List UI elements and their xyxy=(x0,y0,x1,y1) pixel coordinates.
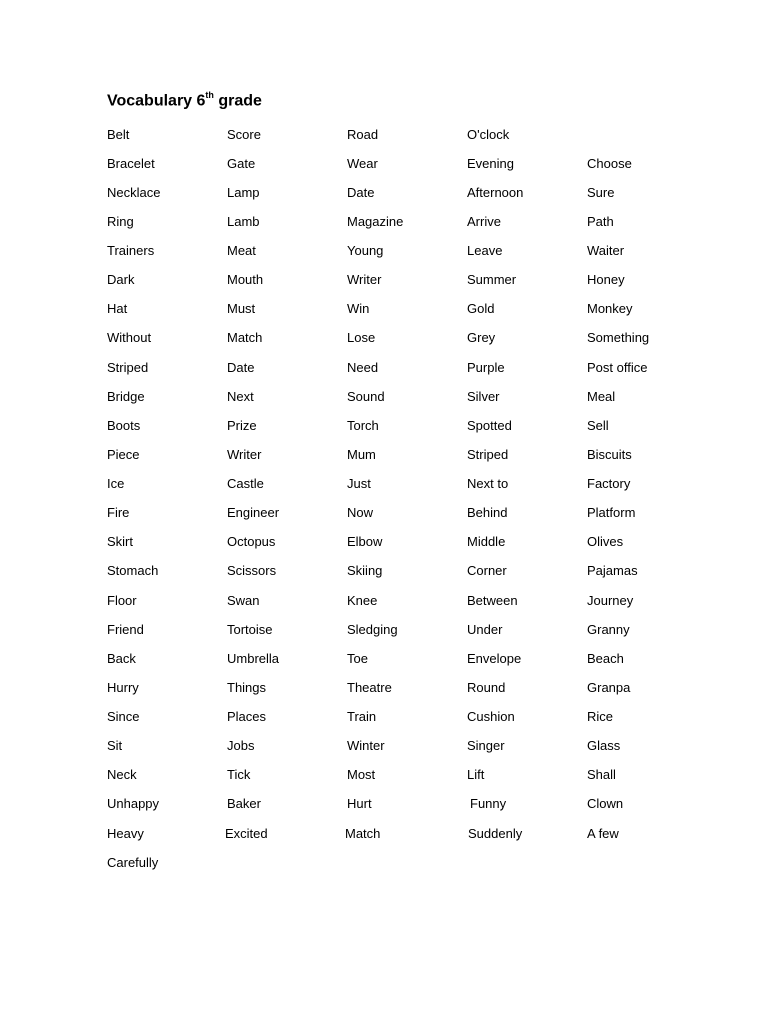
vocabulary-word: Lose xyxy=(347,330,376,345)
vocabulary-word: Platform xyxy=(587,505,636,520)
vocabulary-word: Post office xyxy=(587,360,648,375)
vocabulary-word: Meal xyxy=(587,389,616,404)
vocabulary-word: Lamb xyxy=(227,214,260,229)
vocabulary-word: Most xyxy=(347,767,376,782)
vocabulary-word: Mouth xyxy=(227,272,264,287)
vocabulary-word: Floor xyxy=(107,593,137,608)
vocabulary-word: Magazine xyxy=(347,214,404,229)
vocabulary-word: Hurt xyxy=(347,796,372,811)
vocabulary-word: Arrive xyxy=(467,214,501,229)
vocabulary-word: Lift xyxy=(467,767,485,782)
vocabulary-word: Lamp xyxy=(227,185,260,200)
vocabulary-word: Piece xyxy=(107,447,140,462)
vocabulary-word: Beach xyxy=(587,651,624,666)
vocabulary-word: Honey xyxy=(587,272,625,287)
vocabulary-word: Stomach xyxy=(107,563,159,578)
vocabulary-word: Biscuits xyxy=(587,447,632,462)
vocabulary-word: Wear xyxy=(347,156,378,171)
vocabulary-word: Silver xyxy=(467,389,500,404)
vocabulary-word: Sit xyxy=(107,738,123,753)
vocabulary-word: Places xyxy=(227,709,267,724)
vocabulary-word: Dark xyxy=(107,272,135,287)
vocabulary-word: Baker xyxy=(227,796,261,811)
vocabulary-word: Journey xyxy=(587,593,634,608)
vocabulary-word: Sledging xyxy=(347,622,398,637)
vocabulary-word: Heavy xyxy=(107,826,144,841)
vocabulary-word: Match xyxy=(345,826,381,841)
vocabulary-word: Theatre xyxy=(347,680,392,695)
vocabulary-word: Just xyxy=(347,476,371,491)
vocabulary-word: Win xyxy=(347,301,370,316)
vocabulary-word: Skirt xyxy=(107,534,133,549)
vocabulary-word: Skiing xyxy=(347,563,383,578)
vocabulary-word: Under xyxy=(467,622,503,637)
vocabulary-word: Path xyxy=(587,214,614,229)
vocabulary-word: Monkey xyxy=(587,301,633,316)
vocabulary-word: Bridge xyxy=(107,389,145,404)
vocabulary-word: Next xyxy=(227,389,254,404)
title-superscript: th xyxy=(205,90,214,100)
vocabulary-word: A few xyxy=(587,826,619,841)
vocabulary-word: Need xyxy=(347,360,379,375)
vocabulary-word: Singer xyxy=(467,738,505,753)
vocabulary-word: Clown xyxy=(587,796,624,811)
vocabulary-word: Necklace xyxy=(107,185,161,200)
vocabulary-word: Ice xyxy=(107,476,125,491)
vocabulary-word: Behind xyxy=(467,505,508,520)
vocabulary-word: Score xyxy=(227,127,261,142)
vocabulary-word: Round xyxy=(467,680,506,695)
vocabulary-word: Granpa xyxy=(587,680,631,695)
vocabulary-word: Trainers xyxy=(107,243,155,258)
vocabulary-word: Writer xyxy=(227,447,262,462)
vocabulary-word: Middle xyxy=(467,534,506,549)
vocabulary-word: Young xyxy=(347,243,384,258)
vocabulary-word: Must xyxy=(227,301,256,316)
vocabulary-word: Purple xyxy=(467,360,505,375)
vocabulary-word: Meat xyxy=(227,243,256,258)
vocabulary-word: Waiter xyxy=(587,243,625,258)
vocabulary-word: Sound xyxy=(347,389,385,404)
vocabulary-word: Date xyxy=(227,360,255,375)
vocabulary-word: Road xyxy=(347,127,379,142)
vocabulary-word: Tortoise xyxy=(227,622,273,637)
vocabulary-word: Since xyxy=(107,709,140,724)
vocabulary-word: Cushion xyxy=(467,709,515,724)
vocabulary-word: Octopus xyxy=(227,534,276,549)
vocabulary-word: Grey xyxy=(467,330,496,345)
vocabulary-word: Boots xyxy=(107,418,141,433)
vocabulary-word: Something xyxy=(587,330,650,345)
vocabulary-word: Rice xyxy=(587,709,614,724)
vocabulary-word: Things xyxy=(227,680,267,695)
vocabulary-word: Bracelet xyxy=(107,156,155,171)
vocabulary-word: Knee xyxy=(347,593,378,608)
vocabulary-word: Prize xyxy=(227,418,257,433)
vocabulary-word: Corner xyxy=(467,563,507,578)
vocabulary-word: Castle xyxy=(227,476,264,491)
vocabulary-word: Funny xyxy=(470,796,507,811)
title-rest: grade xyxy=(213,92,262,110)
vocabulary-word: Olives xyxy=(587,534,624,549)
vocabulary-word: Envelope xyxy=(467,651,522,666)
vocabulary-word: Excited xyxy=(225,826,268,841)
vocabulary-word: Granny xyxy=(587,622,630,637)
vocabulary-word: Sell xyxy=(587,418,609,433)
vocabulary-word: Jobs xyxy=(227,738,255,753)
vocabulary-word: Carefully xyxy=(107,855,159,870)
vocabulary-word: Hat xyxy=(107,301,128,316)
vocabulary-word: Sure xyxy=(587,185,615,200)
vocabulary-word: Striped xyxy=(107,360,149,375)
vocabulary-word: Belt xyxy=(107,127,130,142)
vocabulary-word: Striped xyxy=(467,447,509,462)
vocabulary-word: Back xyxy=(107,651,136,666)
vocabulary-word: Choose xyxy=(587,156,632,171)
vocabulary-word: Leave xyxy=(467,243,503,258)
vocabulary-word: Hurry xyxy=(107,680,139,695)
vocabulary-word: Summer xyxy=(467,272,517,287)
vocabulary-word: Now xyxy=(347,505,374,520)
vocabulary-word: Gold xyxy=(467,301,495,316)
vocabulary-word: Suddenly xyxy=(468,826,523,841)
vocabulary-word: Tick xyxy=(227,767,251,782)
vocabulary-word: Elbow xyxy=(347,534,383,549)
vocabulary-word: Friend xyxy=(107,622,144,637)
vocabulary-word: Torch xyxy=(347,418,379,433)
vocabulary-word: Toe xyxy=(347,651,368,666)
vocabulary-word: O'clock xyxy=(467,127,510,142)
vocabulary-word: Glass xyxy=(587,738,621,753)
vocabulary-word: Factory xyxy=(587,476,631,491)
vocabulary-word: Pajamas xyxy=(587,563,638,578)
vocabulary-word: Winter xyxy=(347,738,385,753)
vocabulary-word: Gate xyxy=(227,156,256,171)
vocabulary-word: Scissors xyxy=(227,563,277,578)
vocabulary-word: Train xyxy=(347,709,377,724)
vocabulary-word: Date xyxy=(347,185,375,200)
vocabulary-word: Match xyxy=(227,330,263,345)
vocabulary-word: Umbrella xyxy=(227,651,280,666)
vocabulary-word: Next to xyxy=(467,476,509,491)
vocabulary-word: Neck xyxy=(107,767,137,782)
vocabulary-word: Shall xyxy=(587,767,616,782)
vocabulary-word: Between xyxy=(467,593,518,608)
title-main: Vocabulary 6 xyxy=(107,92,206,110)
vocabulary-word: Engineer xyxy=(227,505,280,520)
vocabulary-word: Fire xyxy=(107,505,130,520)
vocabulary-word: Without xyxy=(107,330,152,345)
vocabulary-word: Spotted xyxy=(467,418,512,433)
vocabulary-word: Ring xyxy=(107,214,134,229)
vocabulary-word: Writer xyxy=(347,272,382,287)
vocabulary-word: Swan xyxy=(227,593,260,608)
vocabulary-word: Unhappy xyxy=(107,796,160,811)
vocabulary-word: Mum xyxy=(347,447,376,462)
vocabulary-word: Evening xyxy=(467,156,514,171)
vocabulary-word: Afternoon xyxy=(467,185,524,200)
